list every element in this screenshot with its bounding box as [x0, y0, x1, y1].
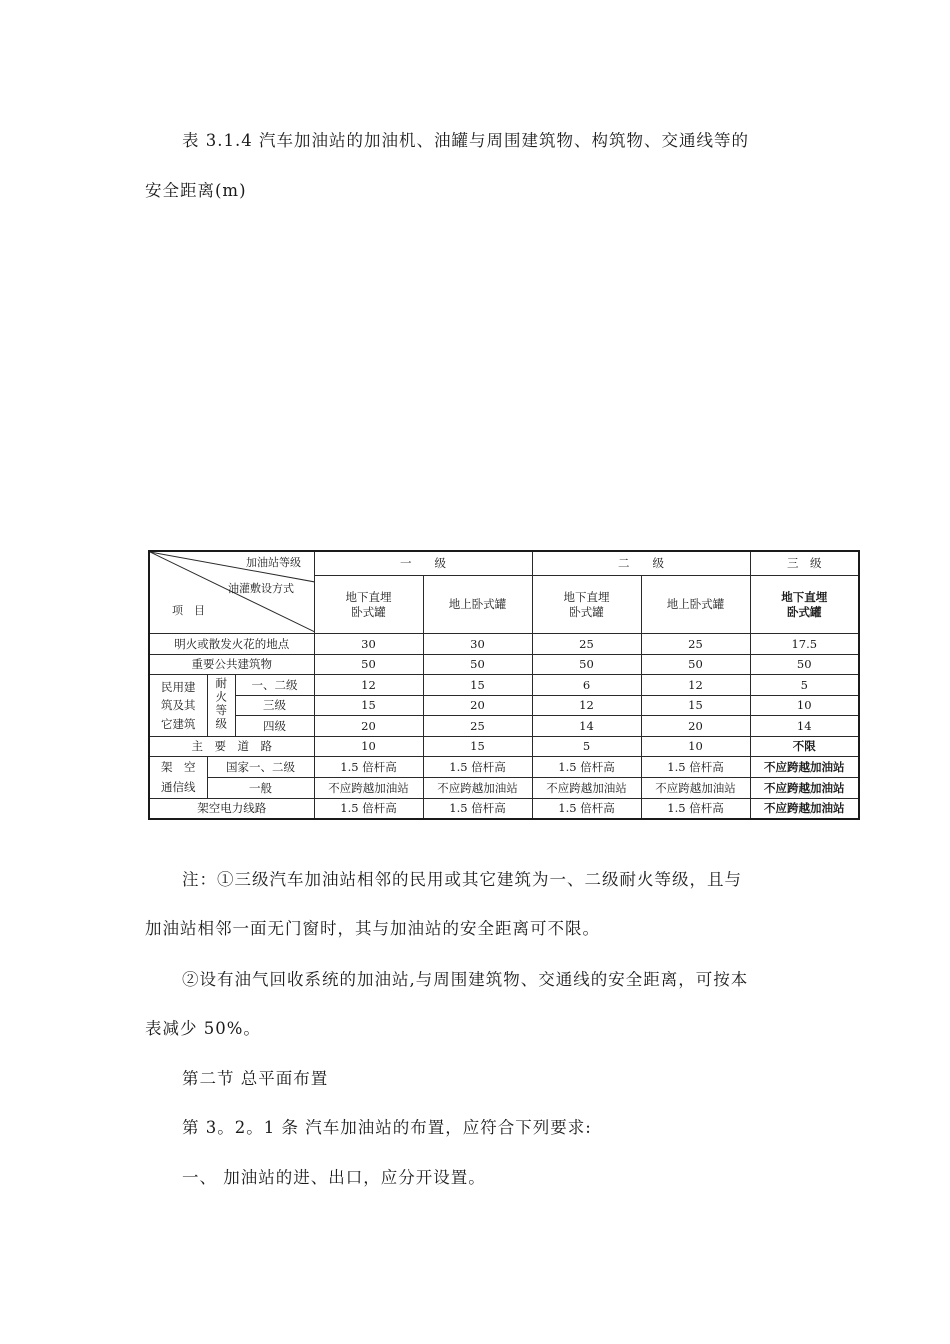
cell: 10 — [750, 695, 859, 716]
cell: 不应跨越加油站 — [532, 778, 641, 799]
cell: 12 — [641, 675, 750, 696]
civil-group-label: 民用建 筑及其 它建筑 — [149, 675, 207, 737]
cell: 30 — [423, 633, 532, 654]
note2-line2: 表减少 50%。 — [145, 1019, 261, 1038]
subcol-header: 地下直埋 卧式罐 — [314, 576, 423, 634]
safety-distance-table-wrap — [148, 550, 858, 820]
cell: 25 — [532, 633, 641, 654]
cell: 5 — [532, 736, 641, 757]
cell: 5 — [750, 675, 859, 696]
article-heading: 第 3。2。1 条 汽车加油站的布置，应符合下列要求: — [182, 1118, 592, 1137]
table-row — [149, 716, 859, 737]
cell: 25 — [423, 716, 532, 737]
cell: 不应跨越加油站 — [750, 778, 859, 799]
table-row — [149, 736, 859, 757]
cell: 12 — [532, 695, 641, 716]
cell: 50 — [532, 654, 641, 675]
cell: 20 — [641, 716, 750, 737]
cell: 不应跨越加油站 — [641, 778, 750, 799]
cell: 14 — [532, 716, 641, 737]
cell: 17.5 — [750, 633, 859, 654]
cell: 25 — [641, 633, 750, 654]
row-label: 国家一、二级 — [207, 757, 314, 778]
cell: 50 — [314, 654, 423, 675]
safety-distance-table — [148, 550, 860, 820]
note2-line1: ②设有油气回收系统的加油站,与周围建筑物、交通线的安全距离，可按本 — [182, 970, 749, 989]
cell: 20 — [423, 695, 532, 716]
cell: 10 — [641, 736, 750, 757]
subcol-header: 地下直埋 卧式罐 — [532, 576, 641, 634]
cell: 10 — [314, 736, 423, 757]
grade2-header: 二 级 — [532, 551, 750, 576]
cell: 不应跨越加油站 — [423, 778, 532, 799]
cell: 15 — [423, 675, 532, 696]
cell: 50 — [750, 654, 859, 675]
subcol-header: 地下直埋 卧式罐 — [750, 576, 859, 634]
table-row — [149, 778, 859, 799]
cell: 30 — [314, 633, 423, 654]
table-row — [149, 757, 859, 778]
cell: 1.5 倍杆高 — [314, 757, 423, 778]
row-label: 一、二级 — [235, 675, 314, 696]
cell: 不应跨越加油站 — [750, 757, 859, 778]
table-corner-header — [149, 551, 314, 633]
table-row — [149, 695, 859, 716]
table-row — [149, 798, 859, 819]
subcol-header: 地上卧式罐 — [641, 576, 750, 634]
section-title: 第二节 总平面布置 — [182, 1069, 329, 1088]
corner-tank-method-label: 油灌敷设方式 — [228, 582, 294, 595]
cell: 6 — [532, 675, 641, 696]
table-row — [149, 675, 859, 696]
cell: 1.5 倍杆高 — [423, 757, 532, 778]
cell: 50 — [641, 654, 750, 675]
cell: 1.5 倍杆高 — [641, 757, 750, 778]
corner-item-label: 项 目 — [172, 604, 205, 617]
table-caption-line2: 安全距离(m) — [145, 181, 247, 200]
row-label: 主 要 道 路 — [149, 736, 314, 757]
list-item: 一、 加油站的进、出口，应分开设置。 — [182, 1168, 486, 1187]
table-row — [149, 654, 859, 675]
note1-line1: 注：①三级汽车加油站相邻的民用或其它建筑为一、二级耐火等级，且与 — [182, 870, 742, 889]
fire-rating-label — [207, 675, 235, 737]
cell: 14 — [750, 716, 859, 737]
cell: 15 — [641, 695, 750, 716]
grade3-header: 三 级 — [750, 551, 859, 576]
row-label: 明火或散发火花的地点 — [149, 633, 314, 654]
cell: 不限 — [750, 736, 859, 757]
table-row — [149, 633, 859, 654]
fire-rating-text: 耐火等级 — [214, 676, 229, 731]
cell: 1.5 倍杆高 — [641, 798, 750, 819]
cell: 1.5 倍杆高 — [532, 798, 641, 819]
cell: 1.5 倍杆高 — [314, 798, 423, 819]
cell: 不应跨越加油站 — [314, 778, 423, 799]
row-label: 三级 — [235, 695, 314, 716]
corner-grade-label: 加油站等级 — [246, 556, 301, 569]
cell: 不应跨越加油站 — [750, 798, 859, 819]
row-label: 重要公共建筑物 — [149, 654, 314, 675]
comm-group-label: 架 空 通信线 — [149, 757, 207, 798]
subcol-header: 地上卧式罐 — [423, 576, 532, 634]
note1-line2: 加油站相邻一面无门窗时，其与加油站的安全距离可不限。 — [145, 919, 600, 938]
cell: 1.5 倍杆高 — [423, 798, 532, 819]
cell: 1.5 倍杆高 — [532, 757, 641, 778]
cell: 20 — [314, 716, 423, 737]
table-caption-line1: 表 3.1.4 汽车加油站的加油机、油罐与周围建筑物、构筑物、交通线等的 — [182, 131, 749, 150]
cell: 50 — [423, 654, 532, 675]
cell: 12 — [314, 675, 423, 696]
row-label: 一般 — [207, 778, 314, 799]
row-label: 四级 — [235, 716, 314, 737]
cell: 15 — [314, 695, 423, 716]
grade1-header: 一 级 — [314, 551, 532, 576]
cell: 15 — [423, 736, 532, 757]
row-label: 架空电力线路 — [149, 798, 314, 819]
